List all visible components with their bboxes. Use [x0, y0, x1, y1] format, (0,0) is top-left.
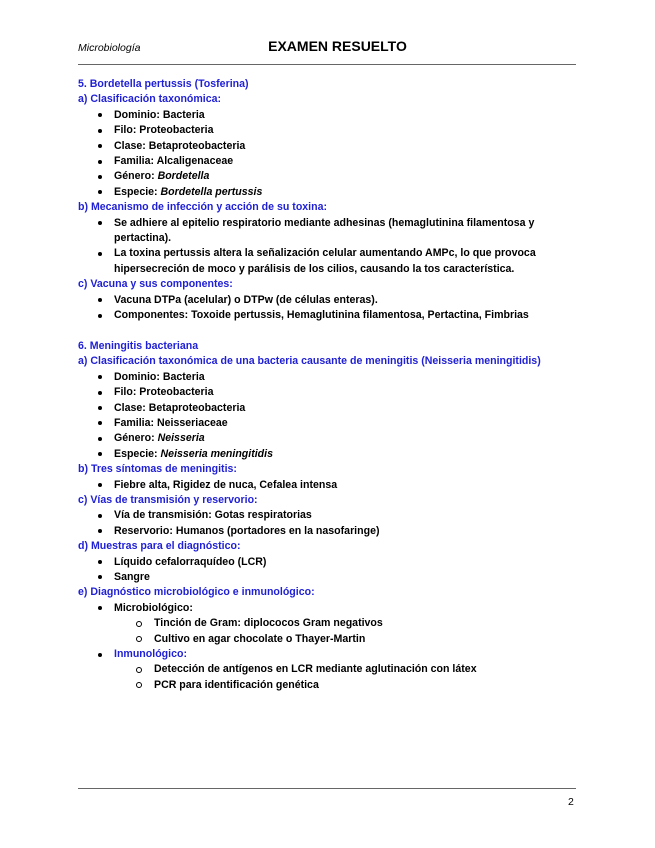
- section-6e-list-2: [78, 647, 578, 662]
- sub-list-item: Detección de antígenos en LCR mediante aglutinación con látex: [78, 662, 578, 677]
- section-5a-title: a) Clasificación taxonómica:: [78, 93, 222, 106]
- section-6-title: 6. Meningitis bacteriana: [78, 339, 199, 352]
- list-item: Reservorio: Humanos (portadores en la nasofaringe): [78, 524, 578, 539]
- sub-list-item: Cultivo en agar chocolate o Thayer-Martin: [78, 632, 578, 647]
- especie-value: Bordetella pertussis: [160, 185, 263, 198]
- page-title: EXAMEN RESUELTO: [268, 38, 407, 54]
- genero-value: Bordetella: [157, 170, 210, 183]
- section-5c-list: [78, 293, 578, 324]
- list-item: Sangre: [78, 570, 578, 585]
- section-5b-title: b) Mecanismo de infección y acción de su toxina:: [78, 201, 328, 214]
- list-item: Filo: Proteobacteria: [78, 385, 578, 400]
- section-5a-list: [78, 108, 578, 200]
- list-item: Clase: Betaproteobacteria: [78, 139, 578, 154]
- section-6b-title: b) Tres síntomas de meningitis:: [78, 463, 237, 476]
- header-divider: [78, 64, 576, 65]
- list-item: Dominio: Bacteria: [78, 370, 578, 385]
- list-item: Familia: Neisseriaceae: [78, 416, 578, 431]
- list-item: [78, 431, 578, 446]
- list-item: Componentes: Toxoide pertussis, Hemaglutinina filamentosa, Pertactina, Fimbrias: [78, 308, 578, 323]
- section-6d-title: d) Muestras para el diagnóstico:: [78, 540, 241, 553]
- list-item: Vía de transmisión: Gotas respiratorias: [78, 508, 578, 523]
- list-item: [78, 601, 578, 616]
- section-6e-list: [78, 601, 578, 616]
- genero-label: Género:: [114, 170, 158, 183]
- sub-list-item: Tinción de Gram: diplococos Gram negativos: [78, 616, 578, 631]
- genero-label: Género:: [114, 432, 158, 445]
- inmunologico-label: Inmunológico:: [114, 648, 187, 661]
- list-item: Familia: Alcaligenaceae: [78, 154, 578, 169]
- sub-list-item: PCR para identificación genética: [78, 678, 578, 693]
- section-6c-title: c) Vías de transmisión y reservorio:: [78, 493, 258, 506]
- especie-label: Especie:: [114, 185, 161, 198]
- section-6b-list: [78, 478, 578, 493]
- footer-divider: [78, 788, 576, 789]
- genero-value: Neisseria: [157, 432, 205, 445]
- list-item: [78, 185, 578, 200]
- list-item: [78, 169, 578, 184]
- section-6d-list: [78, 555, 578, 586]
- header-subject: Microbiología: [78, 42, 141, 54]
- list-item: Vacuna DTPa (acelular) o DTPw (de células enteras).: [78, 293, 578, 308]
- especie-label: Especie:: [114, 447, 161, 460]
- list-item: Fiebre alta, Rigidez de nuca, Cefalea intensa: [78, 478, 578, 493]
- section-5-title: 5. Bordetella pertussis (Tosferina): [78, 78, 249, 90]
- list-item: Clase: Betaproteobacteria: [78, 401, 578, 416]
- list-item: La toxina pertussis altera la señalización celular aumentando AMPc, lo que provoca hipersecreción de moco y parálisis de los cilios, causando la tos característica.: [78, 246, 578, 277]
- list-item: Se adhiere al epitelio respiratorio mediante adhesinas (hemaglutinina filamentosa y pertactina).: [78, 216, 578, 247]
- section-6a-title: a) Clasificación taxonómica de una bacteria causante de meningitis (Neisseria meningitidis): [78, 355, 541, 368]
- especie-value: Neisseria meningitidis: [160, 447, 273, 460]
- document-body: [78, 77, 578, 693]
- microbiologico-sublist: [78, 616, 578, 647]
- section-6c-list: [78, 508, 578, 539]
- section-5b-list: [78, 216, 578, 278]
- section-5c-title: c) Vacuna y sus componentes:: [78, 278, 233, 291]
- microbiologico-label: Microbiológico:: [114, 601, 193, 614]
- section-6a-list: [78, 370, 578, 462]
- section-6e-title: e) Diagnóstico microbiológico e inmunológico:: [78, 586, 315, 599]
- inmunologico-sublist: [78, 662, 578, 693]
- list-item: Filo: Proteobacteria: [78, 123, 578, 138]
- list-item: Dominio: Bacteria: [78, 108, 578, 123]
- list-item: Líquido cefalorraquídeo (LCR): [78, 555, 578, 570]
- page-number: 2: [568, 796, 574, 808]
- list-item: [78, 447, 578, 462]
- list-item: [78, 647, 578, 662]
